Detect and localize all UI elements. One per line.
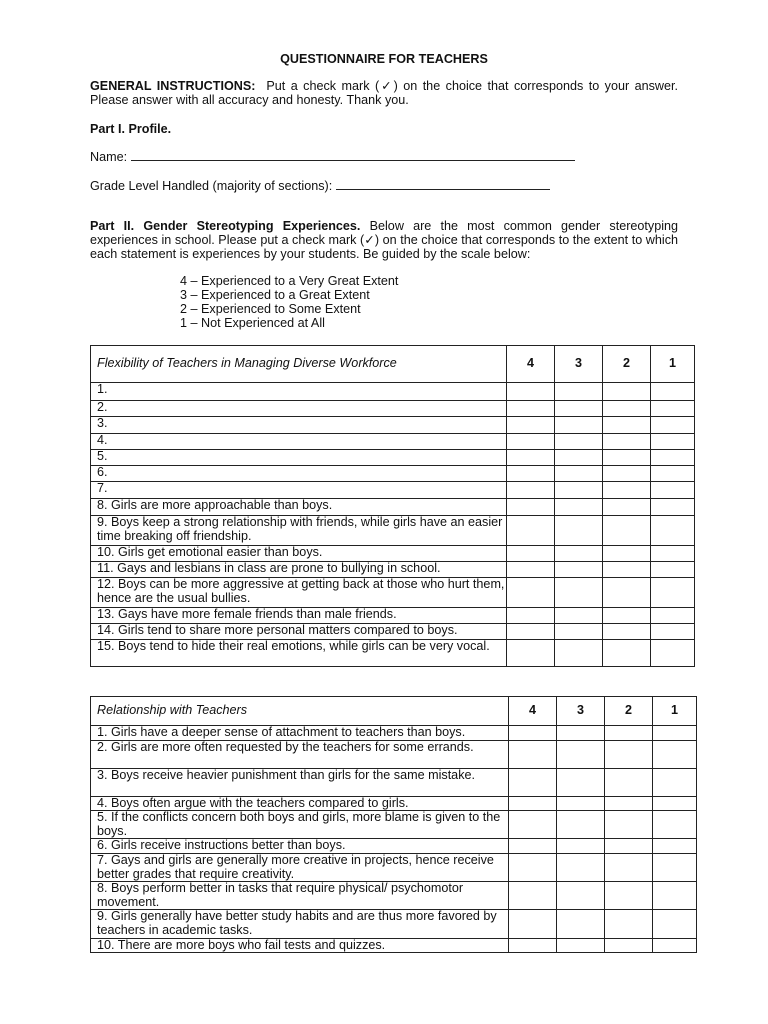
rating-checkbox-2[interactable] xyxy=(605,882,653,910)
statement-cell: 9. Girls generally have better study habits and are thus more favored by teachers in academic tasks. xyxy=(91,910,509,938)
statement-cell: 4. Boys often argue with the teachers compared to girls. xyxy=(91,796,509,811)
rating-checkbox-1[interactable] xyxy=(651,450,695,466)
statement-cell: 5. If the conflicts concern both boys and girls, more blame is given to the boys. xyxy=(91,811,509,839)
rating-checkbox-3[interactable] xyxy=(555,608,603,624)
table-row xyxy=(91,466,695,482)
rating-checkbox-3[interactable] xyxy=(555,417,603,434)
rating-checkbox-3[interactable] xyxy=(555,383,603,401)
rating-checkbox-2[interactable] xyxy=(603,640,651,667)
rating-checkbox-4[interactable] xyxy=(507,383,555,401)
rating-checkbox-2[interactable] xyxy=(603,401,651,417)
statement-cell: 8. Boys perform better in tasks that require physical/ psychomotor movement. xyxy=(91,882,509,910)
rating-checkbox-3[interactable] xyxy=(555,578,603,608)
statement-cell: 1. Girls have a deeper sense of attachment to teachers than boys. xyxy=(91,726,509,741)
rating-checkbox-4[interactable] xyxy=(509,740,557,768)
rating-checkbox-2[interactable] xyxy=(605,811,653,839)
rating-checkbox-2[interactable] xyxy=(603,434,651,450)
rating-checkbox-1[interactable] xyxy=(653,811,697,839)
scale-item: 1 – Not Experienced at All xyxy=(180,316,325,330)
rating-checkbox-3[interactable] xyxy=(557,811,605,839)
name-field[interactable] xyxy=(131,148,575,161)
rating-checkbox-1[interactable] xyxy=(653,882,697,910)
rating-checkbox-2[interactable] xyxy=(603,450,651,466)
statement-cell: 1. xyxy=(91,383,507,401)
general-instructions-text: Put a check mark (✓) on the choice that corresponds to your answer. Please answer with all accuracy and honesty. Thank you. xyxy=(90,79,679,107)
rating-checkbox-2[interactable] xyxy=(603,546,651,562)
rating-checkbox-1[interactable] xyxy=(651,417,695,434)
rating-checkbox-1[interactable] xyxy=(651,516,695,546)
rating-checkbox-2[interactable] xyxy=(603,482,651,499)
table-row xyxy=(91,811,697,839)
rating-checkbox-1[interactable] xyxy=(653,740,697,768)
table-row xyxy=(91,938,697,953)
statement-cell: 2. xyxy=(91,401,507,417)
table-row xyxy=(91,434,695,450)
rating-checkbox-3[interactable] xyxy=(555,499,603,516)
rating-checkbox-2[interactable] xyxy=(603,608,651,624)
table-row xyxy=(91,499,695,516)
rating-checkbox-4[interactable] xyxy=(509,882,557,910)
part1-heading: Part I. Profile. xyxy=(90,122,172,136)
grade-field[interactable] xyxy=(336,177,550,190)
statement-cell: 9. Boys keep a strong relationship with friends, while girls have an easier time breaking off friendship. xyxy=(91,516,507,546)
rating-checkbox-3[interactable] xyxy=(555,546,603,562)
rating-checkbox-4[interactable] xyxy=(507,516,555,546)
rating-checkbox-1[interactable] xyxy=(653,796,697,811)
table-header-title: Relationship with Teachers xyxy=(91,697,509,726)
rating-checkbox-4[interactable] xyxy=(507,466,555,482)
rating-checkbox-4[interactable] xyxy=(509,768,557,796)
rating-checkbox-1[interactable] xyxy=(651,434,695,450)
rating-checkbox-4[interactable] xyxy=(507,608,555,624)
rating-checkbox-4[interactable] xyxy=(509,839,557,854)
rating-checkbox-1[interactable] xyxy=(651,624,695,640)
table-row xyxy=(91,624,695,640)
rating-checkbox-2[interactable] xyxy=(603,383,651,401)
rating-checkbox-4[interactable] xyxy=(509,796,557,811)
statement-cell: 14. Girls tend to share more personal matters compared to boys. xyxy=(91,624,507,640)
table-row xyxy=(91,482,695,499)
rating-checkbox-2[interactable] xyxy=(605,796,653,811)
rating-checkbox-2[interactable] xyxy=(605,768,653,796)
rating-checkbox-1[interactable] xyxy=(651,562,695,578)
rating-checkbox-4[interactable] xyxy=(509,910,557,938)
rating-checkbox-3[interactable] xyxy=(557,740,605,768)
statement-cell: 6. Girls receive instructions better than boys. xyxy=(91,839,509,854)
rating-checkbox-3[interactable] xyxy=(555,401,603,417)
rating-checkbox-4[interactable] xyxy=(507,640,555,667)
statement-cell: 8. Girls are more approachable than boys. xyxy=(91,499,507,516)
statement-cell: 2. Girls are more often requested by the teachers for some errands. xyxy=(91,740,509,768)
rating-checkbox-1[interactable] xyxy=(651,466,695,482)
rating-checkbox-1[interactable] xyxy=(653,768,697,796)
scale-item: 4 – Experienced to a Very Great Extent xyxy=(180,274,399,288)
statement-cell: 3. xyxy=(91,417,507,434)
rating-checkbox-3[interactable] xyxy=(557,882,605,910)
rating-checkbox-2[interactable] xyxy=(603,562,651,578)
table-row xyxy=(91,796,697,811)
part2-text: Below are the most common gender stereotyping experiences in school. Please put a check mark (✓) on the choice that corresponds to the extent to which each statement is experiences by your students. Be guided by the scale below: xyxy=(90,219,679,261)
table-row xyxy=(91,401,695,417)
rating-checkbox-1[interactable] xyxy=(651,383,695,401)
part2-heading: Part II. Gender Stereotyping Experiences. xyxy=(90,219,361,233)
rating-checkbox-4[interactable] xyxy=(509,938,557,953)
rating-checkbox-3[interactable] xyxy=(555,434,603,450)
rating-checkbox-4[interactable] xyxy=(509,726,557,741)
rating-checkbox-2[interactable] xyxy=(605,853,653,881)
grade-row xyxy=(90,177,550,193)
rating-checkbox-2[interactable] xyxy=(605,740,653,768)
statement-cell: 11. Gays and lesbians in class are prone to bullying in school. xyxy=(91,562,507,578)
rating-checkbox-3[interactable] xyxy=(557,853,605,881)
rating-checkbox-2[interactable] xyxy=(605,910,653,938)
table-row xyxy=(91,768,697,796)
rating-checkbox-2[interactable] xyxy=(603,624,651,640)
rating-checkbox-4[interactable] xyxy=(509,853,557,881)
statement-cell: 5. xyxy=(91,450,507,466)
scale-column-header: 2 xyxy=(605,697,653,726)
rating-checkbox-3[interactable] xyxy=(555,466,603,482)
grade-label: Grade Level Handled (majority of sections): xyxy=(90,179,333,193)
statement-cell: 6. xyxy=(91,466,507,482)
statement-cell: 7. xyxy=(91,482,507,499)
rating-checkbox-3[interactable] xyxy=(555,482,603,499)
table-row xyxy=(91,839,697,854)
rating-checkbox-3[interactable] xyxy=(557,796,605,811)
scale-item: 2 – Experienced to Some Extent xyxy=(180,302,361,316)
scale-column-header: 2 xyxy=(603,346,651,383)
flexibility-table xyxy=(90,345,695,667)
table-row xyxy=(91,608,695,624)
rating-checkbox-4[interactable] xyxy=(507,562,555,578)
rating-checkbox-3[interactable] xyxy=(555,640,603,667)
rating-checkbox-1[interactable] xyxy=(653,938,697,953)
rating-checkbox-4[interactable] xyxy=(507,482,555,499)
rating-checkbox-1[interactable] xyxy=(653,910,697,938)
rating-checkbox-1[interactable] xyxy=(651,482,695,499)
rating-checkbox-1[interactable] xyxy=(651,499,695,516)
rating-checkbox-2[interactable] xyxy=(603,578,651,608)
rating-checkbox-3[interactable] xyxy=(557,938,605,953)
scale-column-header: 3 xyxy=(557,697,605,726)
rating-checkbox-4[interactable] xyxy=(509,811,557,839)
name-label: Name: xyxy=(90,150,128,164)
rating-checkbox-3[interactable] xyxy=(555,516,603,546)
rating-checkbox-3[interactable] xyxy=(555,624,603,640)
general-instructions xyxy=(90,79,678,107)
rating-checkbox-1[interactable] xyxy=(653,726,697,741)
rating-checkbox-3[interactable] xyxy=(557,839,605,854)
table-header-title: Flexibility of Teachers in Managing Diverse Workforce xyxy=(91,346,507,383)
rating-checkbox-3[interactable] xyxy=(557,768,605,796)
statement-cell: 12. Boys can be more aggressive at getting back at those who hurt them, hence are the usual bullies. xyxy=(91,578,507,608)
rating-checkbox-4[interactable] xyxy=(507,417,555,434)
rating-scale xyxy=(180,274,398,330)
statement-cell: 13. Gays have more female friends than male friends. xyxy=(91,608,507,624)
statement-cell: 15. Boys tend to hide their real emotions, while girls can be very vocal. xyxy=(91,640,507,667)
page-title: QUESTIONNAIRE FOR TEACHERS xyxy=(280,52,488,66)
table-row xyxy=(91,853,697,881)
statement-cell: 10. Girls get emotional easier than boys. xyxy=(91,546,507,562)
table-row xyxy=(91,726,697,741)
rating-checkbox-2[interactable] xyxy=(605,839,653,854)
statement-cell: 3. Boys receive heavier punishment than girls for the same mistake. xyxy=(91,768,509,796)
rating-checkbox-1[interactable] xyxy=(651,578,695,608)
part2-instructions xyxy=(90,219,678,261)
rating-checkbox-2[interactable] xyxy=(603,466,651,482)
rating-checkbox-1[interactable] xyxy=(653,853,697,881)
table-row xyxy=(91,882,697,910)
statement-cell: 4. xyxy=(91,434,507,450)
statement-cell: 10. There are more boys who fail tests and quizzes. xyxy=(91,938,509,953)
table-row xyxy=(91,516,695,546)
relationship-table xyxy=(90,696,697,953)
scale-column-header: 1 xyxy=(651,346,695,383)
rating-checkbox-1[interactable] xyxy=(651,608,695,624)
rating-checkbox-2[interactable] xyxy=(603,499,651,516)
rating-checkbox-3[interactable] xyxy=(555,562,603,578)
table-row xyxy=(91,546,695,562)
rating-checkbox-4[interactable] xyxy=(507,401,555,417)
table-row xyxy=(91,910,697,938)
rating-checkbox-4[interactable] xyxy=(507,434,555,450)
name-row xyxy=(90,148,575,164)
rating-checkbox-1[interactable] xyxy=(651,401,695,417)
table-row xyxy=(91,450,695,466)
rating-checkbox-2[interactable] xyxy=(603,417,651,434)
rating-checkbox-4[interactable] xyxy=(507,624,555,640)
table-row xyxy=(91,578,695,608)
rating-checkbox-1[interactable] xyxy=(651,546,695,562)
table-row xyxy=(91,640,695,667)
rating-checkbox-2[interactable] xyxy=(605,938,653,953)
scale-column-header: 1 xyxy=(653,697,697,726)
scale-column-header: 4 xyxy=(507,346,555,383)
statement-cell: 7. Gays and girls are generally more creative in projects, hence receive better grades that require creativity. xyxy=(91,853,509,881)
rating-checkbox-2[interactable] xyxy=(603,516,651,546)
rating-checkbox-4[interactable] xyxy=(507,578,555,608)
scale-column-header: 4 xyxy=(509,697,557,726)
rating-checkbox-1[interactable] xyxy=(653,839,697,854)
rating-checkbox-3[interactable] xyxy=(557,726,605,741)
table-row xyxy=(91,562,695,578)
table-row xyxy=(91,383,695,401)
rating-checkbox-1[interactable] xyxy=(651,640,695,667)
rating-checkbox-2[interactable] xyxy=(605,726,653,741)
table-row xyxy=(91,740,697,768)
table-row xyxy=(91,417,695,434)
rating-checkbox-3[interactable] xyxy=(557,910,605,938)
general-instructions-label: GENERAL INSTRUCTIONS: xyxy=(90,79,256,93)
rating-checkbox-4[interactable] xyxy=(507,499,555,516)
rating-checkbox-4[interactable] xyxy=(507,546,555,562)
scale-item: 3 – Experienced to a Great Extent xyxy=(180,288,370,302)
rating-checkbox-3[interactable] xyxy=(555,450,603,466)
rating-checkbox-4[interactable] xyxy=(507,450,555,466)
scale-column-header: 3 xyxy=(555,346,603,383)
